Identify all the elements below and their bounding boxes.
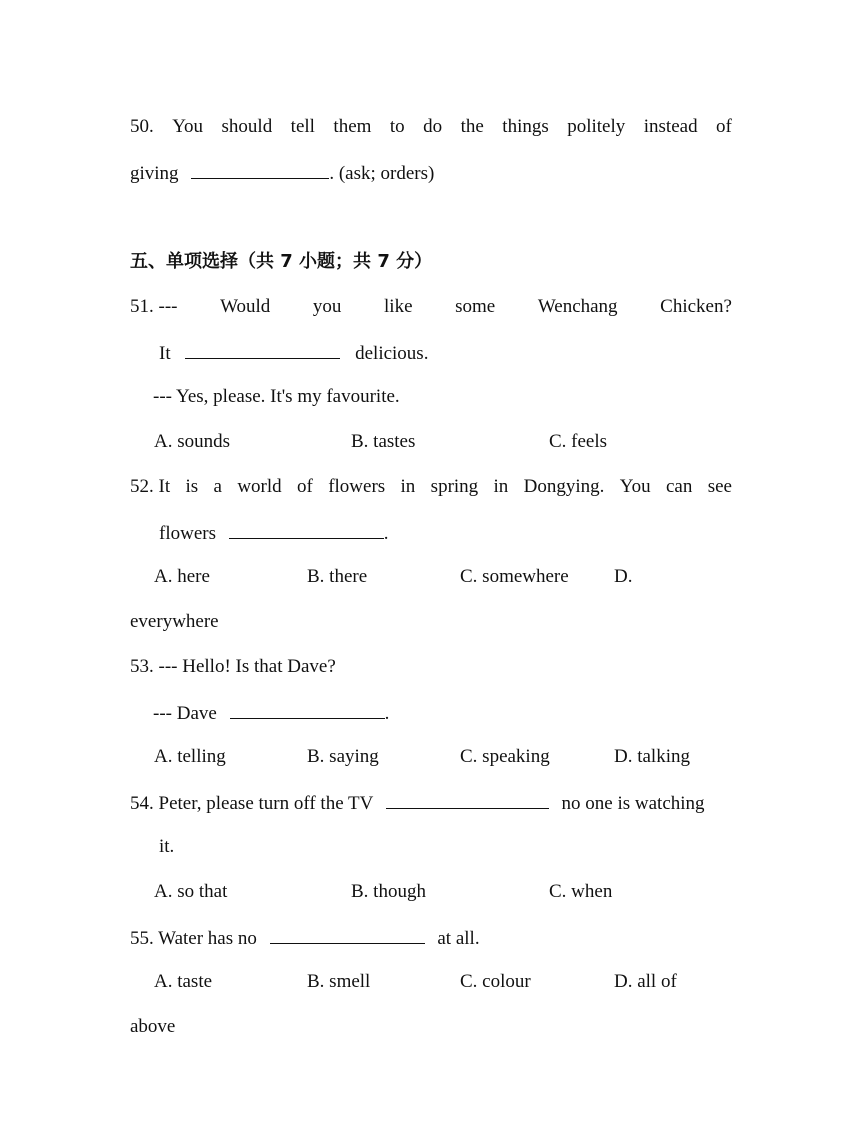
q55-answer-blank[interactable] <box>270 925 425 944</box>
q50-word: the <box>460 116 484 137</box>
q54-option-b[interactable]: B. though <box>351 881 426 902</box>
q50-word: 50. <box>130 116 154 137</box>
q52-word: a <box>213 476 222 497</box>
q55-option-d[interactable]: D. all of <box>614 971 677 992</box>
q50-word: instead <box>643 116 698 137</box>
q52-word: flowers <box>328 476 386 497</box>
q51-line2-start: It <box>159 343 171 364</box>
q55-option-b[interactable]: B. smell <box>307 971 371 992</box>
q52-answer-blank[interactable] <box>229 520 384 539</box>
q52-option-d[interactable]: D. <box>614 566 633 587</box>
q50-word: them <box>333 116 372 137</box>
q52-line2 <box>159 520 388 546</box>
q51-word: Would <box>220 296 271 317</box>
q50-answer-blank[interactable] <box>191 160 329 179</box>
q52-option-b[interactable]: B. there <box>307 566 368 587</box>
q50-word: of <box>716 116 732 137</box>
q50-line2 <box>130 160 434 186</box>
q52-word: in <box>400 476 416 497</box>
q52-word: You <box>619 476 651 497</box>
q55-option-c[interactable]: C. colour <box>460 971 531 992</box>
q52-option-d-overflow: everywhere <box>130 611 219 632</box>
q51-option-c[interactable]: C. feels <box>549 431 608 452</box>
q55-option-d-overflow: above <box>130 1016 176 1037</box>
q54-option-a[interactable]: A. so that <box>154 881 228 902</box>
section-heading: 五、单项选择（共 7 小题；共 7 分） <box>130 251 433 272</box>
q52-word: see <box>707 476 732 497</box>
q54-option-c[interactable]: C. when <box>549 881 613 902</box>
q50-word: do <box>423 116 443 137</box>
q51-line2-end: delicious. <box>355 343 429 364</box>
q51-word: Chicken? <box>660 296 732 317</box>
q52-option-c[interactable]: C. somewhere <box>460 566 569 587</box>
q55-line1-end: at all. <box>437 928 480 949</box>
q50-line2-end: . (ask; orders) <box>329 163 435 184</box>
q50-word: should <box>221 116 273 137</box>
q52-word: 52. It <box>130 476 171 497</box>
q53-line2 <box>153 700 389 726</box>
q51-word: 51. --- <box>130 296 178 317</box>
q54-line2: it. <box>159 836 175 857</box>
q52-word: spring <box>430 476 479 497</box>
q51-line3: --- Yes, please. It's my favourite. <box>153 386 400 407</box>
q51-line1 <box>130 295 732 319</box>
q50-word: things <box>502 116 549 137</box>
q51-word: like <box>384 296 413 317</box>
q50-word: to <box>389 116 405 137</box>
q50-line1 <box>130 115 732 139</box>
q53-option-d[interactable]: D. talking <box>614 746 690 767</box>
q52-word: in <box>493 476 509 497</box>
q54-answer-blank[interactable] <box>386 790 549 809</box>
q50-line2-start: giving <box>130 163 179 184</box>
q51-answer-blank[interactable] <box>185 340 340 359</box>
q54-line1-end: no one is watching <box>561 793 705 814</box>
q52-word: can <box>665 476 693 497</box>
q53-option-c[interactable]: C. speaking <box>460 746 550 767</box>
q53-line1: 53. --- Hello! Is that Dave? <box>130 656 336 677</box>
q55-option-a[interactable]: A. taste <box>154 971 213 992</box>
q50-word: You <box>172 116 204 137</box>
q53-option-a[interactable]: A. telling <box>154 746 226 767</box>
q52-word: is <box>185 476 199 497</box>
q52-line2-end: . <box>383 523 389 544</box>
q50-word: tell <box>290 116 315 137</box>
q51-word: some <box>455 296 496 317</box>
q51-word: you <box>312 296 342 317</box>
q53-option-b[interactable]: B. saying <box>307 746 379 767</box>
q53-answer-blank[interactable] <box>230 700 385 719</box>
q54-line1-start: 54. Peter, please turn off the TV <box>130 793 374 814</box>
q51-word: Wenchang <box>537 296 618 317</box>
q52-word: of <box>297 476 313 497</box>
q55-line1 <box>130 925 480 951</box>
q53-line2-end: . <box>384 703 390 724</box>
q52-line2-start: flowers <box>159 523 216 544</box>
q52-line1 <box>130 475 732 499</box>
q51-line2 <box>159 340 428 366</box>
q52-option-a[interactable]: A. here <box>154 566 210 587</box>
q54-line1 <box>130 790 705 816</box>
q55-line1-start: 55. Water has no <box>130 928 257 949</box>
q51-option-a[interactable]: A. sounds <box>154 431 231 452</box>
q50-word: politely <box>567 116 626 137</box>
q53-line2-start: --- Dave <box>153 703 217 724</box>
q52-word: world <box>237 476 282 497</box>
q51-option-b[interactable]: B. tastes <box>351 431 416 452</box>
q52-word: Dongying. <box>523 476 605 497</box>
